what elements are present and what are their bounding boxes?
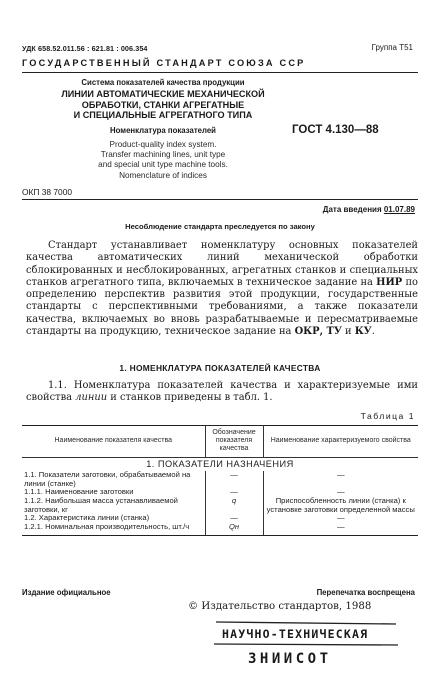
title-block-rule [22,199,418,200]
row-symbol: Qн [205,523,263,536]
group-code: Группа Т51 [371,43,413,52]
header-property: Наименование характеризуемого свойства [263,426,418,458]
english-title [22,140,304,181]
clause-italic: линии [75,392,108,404]
row-property: — [336,470,345,480]
english-line: Nomenclature of indices [119,170,207,180]
intro-ku: КУ [354,326,372,338]
english-line: and special unit type machine tools. [98,160,228,170]
system-subtitle: Система показателей качества продукции [81,78,245,87]
header-symbol: Обозначение показателя качества [205,426,263,458]
table-section-row [22,457,418,471]
header-rule [22,72,418,73]
intro-okr: ОКР, ТУ [294,326,342,338]
date-value: 01.07.89 [383,205,415,214]
state-standard-banner: ГОСУДАРСТВЕННЫЙ СТАНДАРТ СОЮЗА ССР [22,58,306,68]
intro-text: по определению перспектив развития этой продукции, государственные стандарты с перспективными требованиями, а также показатели качества, включаемых во вновь разрабатываемые и пересматриваемые стандарты на продукцию, техническое задание на [26,276,418,338]
row-name: 1.2. Характеристика линии (станка) [22,514,205,523]
law-notice: Несоблюдение стандарта преследуется по закону [125,222,315,231]
row-name: 1.1.2. Наибольшая масса устанавливаемой заготовки, кг [22,497,205,514]
document-title [22,89,304,121]
stamp-line-1: НАУЧНО-ТЕХНИЧЕСКАЯ [222,627,369,641]
row-name: 1.2.1. Номинальная производительность, шт./ч [22,523,205,536]
row-property: — [336,513,345,523]
row-property: — [336,487,345,497]
reprint-notice: Перепечатка воспрещена [316,588,415,597]
intro-text: . [371,326,375,338]
header-name: Наименование показателя качества [22,426,205,458]
gost-number: ГОСТ 4.130—88 [292,124,379,136]
okp-code: ОКП 38 7000 [22,187,73,197]
udk-code: УДК 658.52.011.56 : 621.81 : 006.354 [22,44,148,53]
title-line: И СПЕЦИАЛЬНЫЕ АГРЕГАТНОГО ТИПА [73,110,253,121]
row-symbol: q [205,497,263,514]
row-property: — [263,523,418,536]
indices-table [22,425,418,536]
table-row [22,471,418,488]
intro-paragraph [26,240,418,338]
english-line: Product-quality index system. [109,140,217,149]
copyright: © Издательство стандартов, 1988 [188,601,372,612]
table-header-row [22,426,418,458]
row-symbol: — [205,514,263,523]
clause-text: и станков приведены в табл. 1. [107,392,273,404]
section-row-label: 1. ПОКАЗАТЕЛИ НАЗНАЧЕНИЯ [146,458,294,469]
clause-1-1 [26,380,418,405]
clause-text: 1.1. Номенклатура показателей качества и характеризуемые ими свойства [26,380,418,404]
intro-nir: НИР [376,276,403,288]
intro-text: Стандарт устанавливает номенклатуру основных показателей качества автоматических линий механической обработки сблокированных и несблокированных, агрегатных станков и специальных станков агрегатного типа, включаемых в техническое задание на [26,240,418,288]
title-line: ОБРАБОТКИ, СТАНКИ АГРЕГАТНЫЕ [81,99,245,110]
intro-text: и [341,326,355,338]
row-symbol: — [205,488,263,497]
section-heading: 1. НОМЕНКЛАТУРА ПОКАЗАТЕЛЕЙ КАЧЕСТВА [119,363,321,373]
table-row [22,497,418,514]
row-property: Приспособленность линии (станка) к установке заготовки определенной массы [266,495,415,514]
effective-date [323,205,415,214]
english-line: Transfer machining lines, unit type [100,150,226,160]
title-line: ЛИНИИ АВТОМАТИЧЕСКИЕ МЕХАНИЧЕСКОЙ [61,89,265,99]
date-label: Дата введения [322,205,382,214]
row-symbol: — [205,471,263,488]
table-label: Таблица 1 [360,411,415,421]
library-stamp-image [208,618,404,670]
official-edition: Издание официальное [22,588,111,597]
table-row [22,523,418,536]
nomenclature-subtitle: Номенклатура показателей [110,126,216,135]
stamp-line-2: ЗНИИСОТ [248,651,332,667]
row-name: 1.1.1. Наименование заготовки [22,488,205,497]
row-name: 1.1. Показатели заготовки, обрабатываемой на линии (станке) [22,471,205,488]
